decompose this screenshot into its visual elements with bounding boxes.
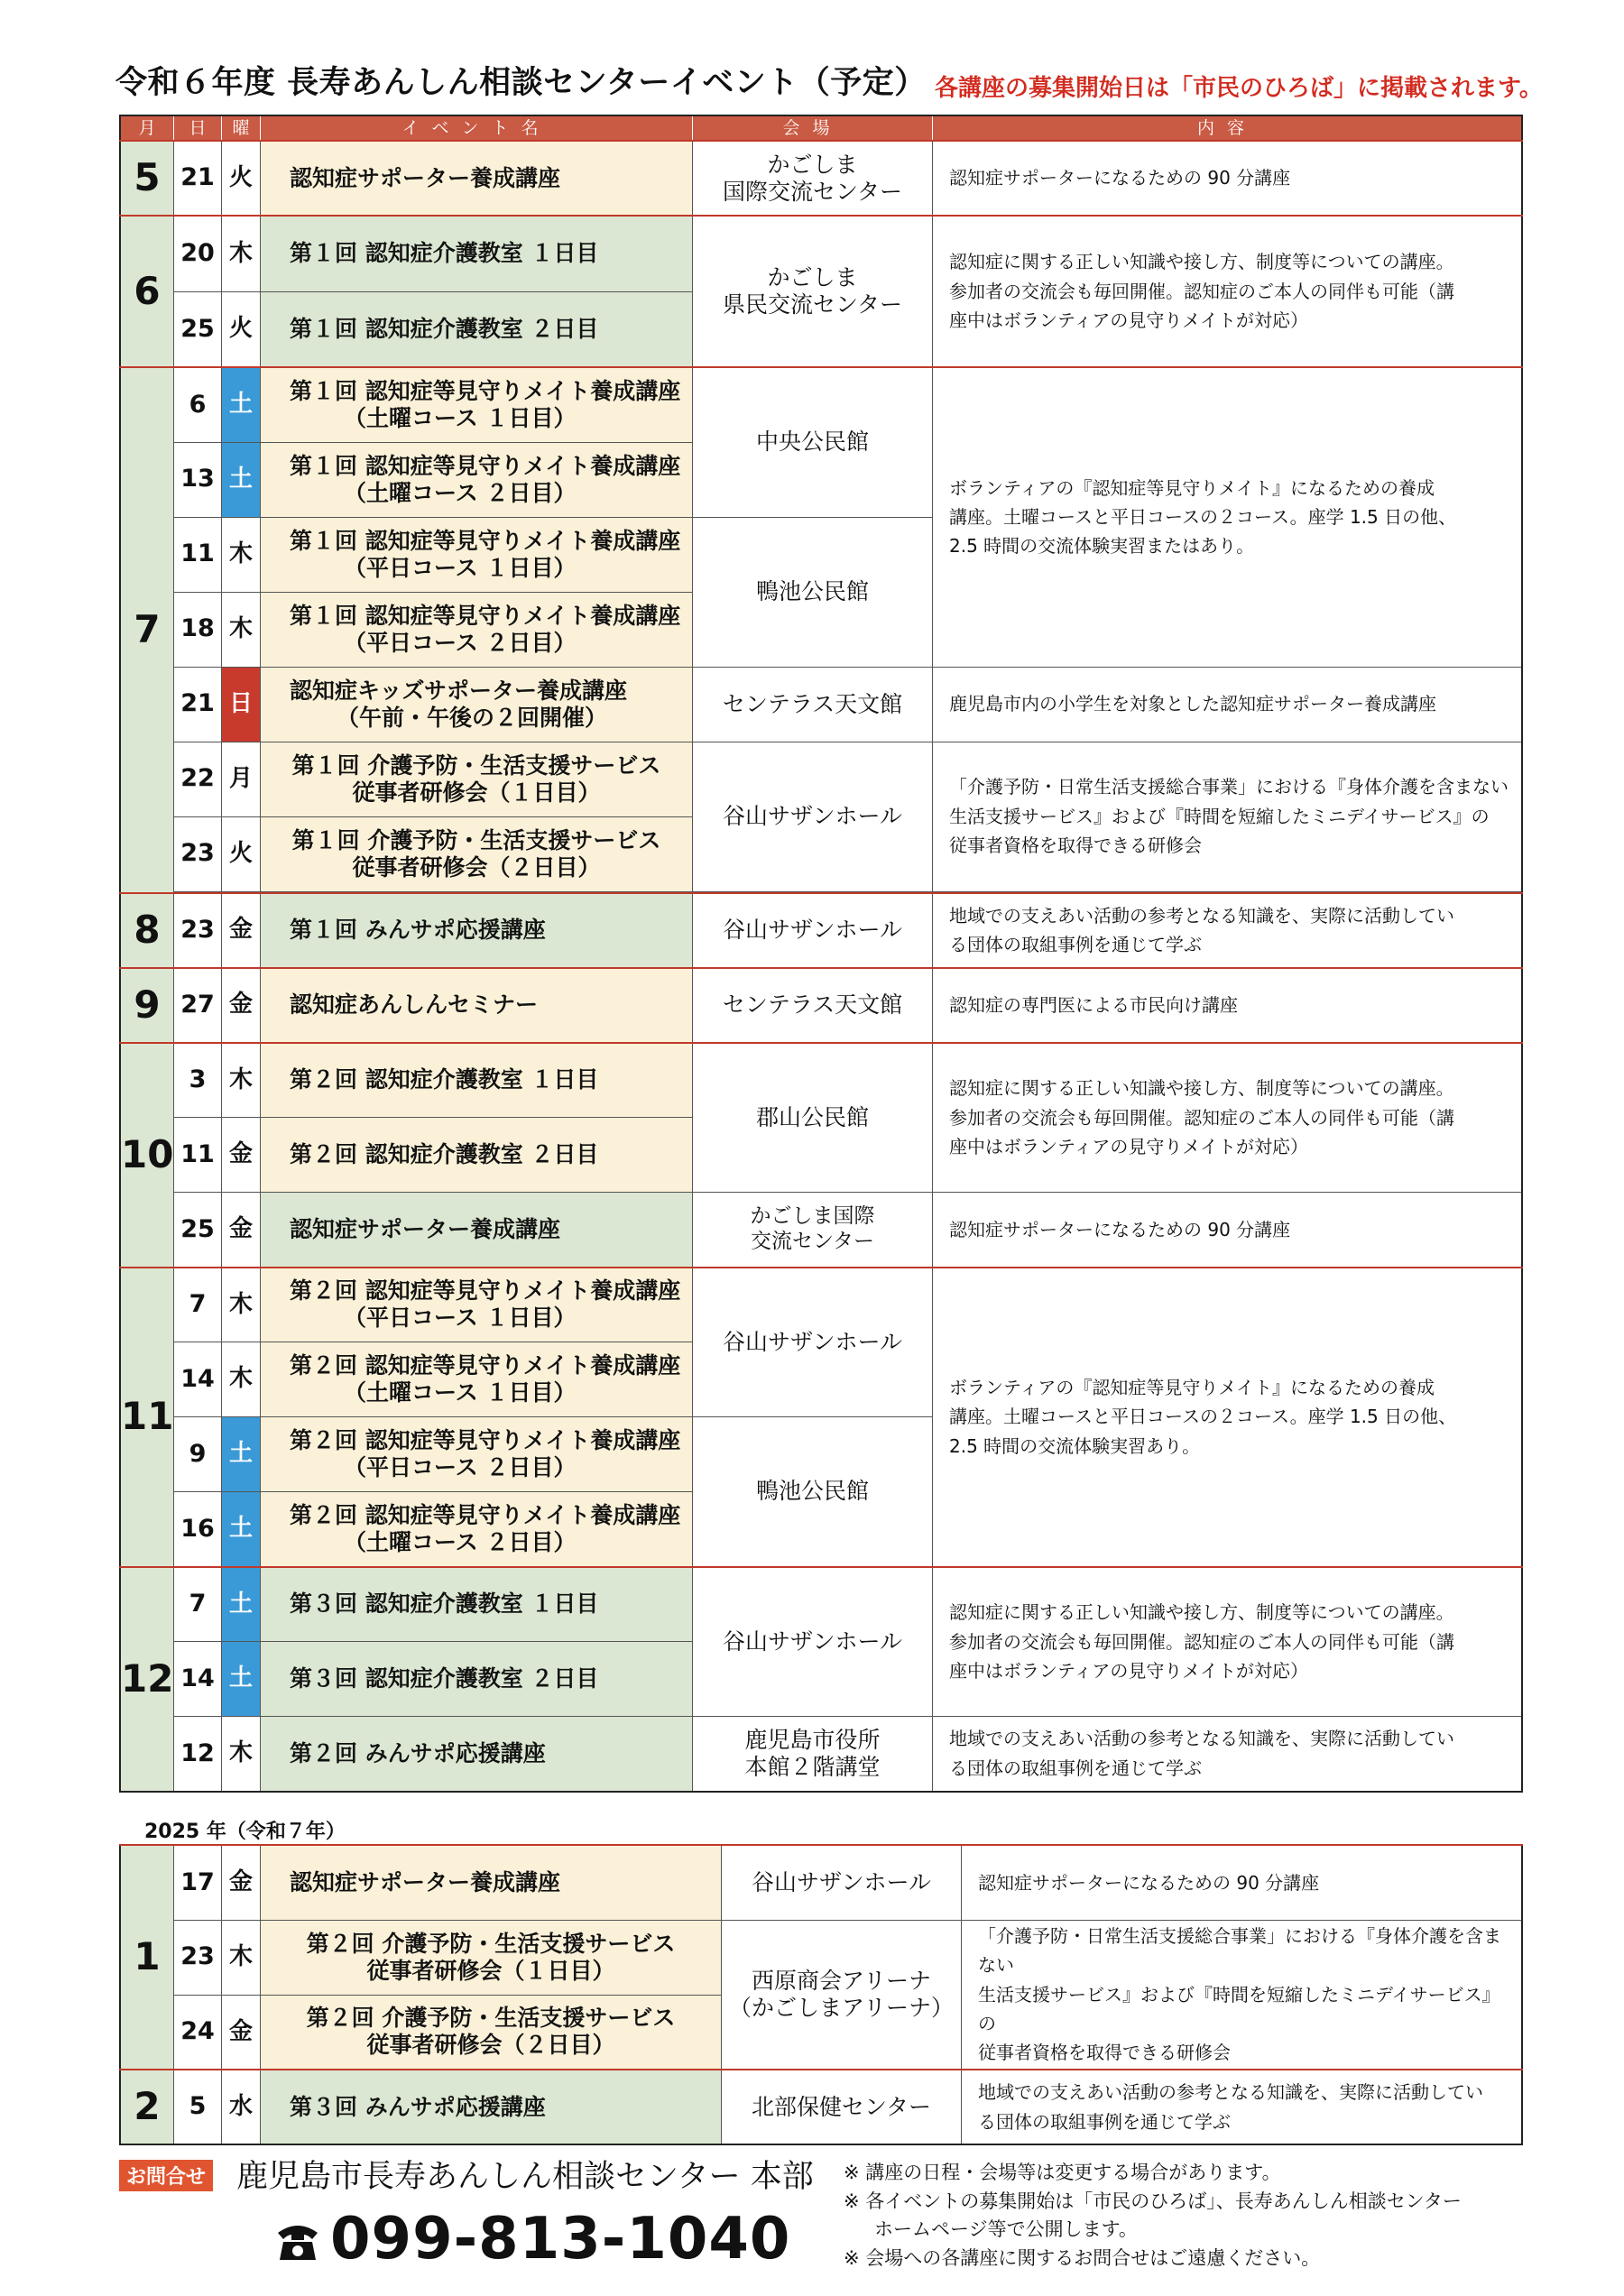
venue-cell: 谷山サザンホール (693, 1268, 933, 1417)
venue-cell: 谷山サザンホール (693, 742, 933, 891)
content-cell: ボランティアの『認知症等見守りメイト』になるための養成 講座。土曜コースと平日コースの２コース。座学 1.5 日の他、 2.5 時間の交流体験実習あり。 (933, 1268, 1523, 1567)
day-cell: 24 (174, 1995, 222, 2070)
venue-cell: 谷山サザンホール (693, 893, 933, 968)
event-name: 第２回 認知症等見守りメイト養成講座 （平日コース ２日目） (261, 1417, 693, 1492)
day-cell: 5 (174, 2070, 222, 2144)
weekday-cell: 月 (222, 742, 261, 816)
weekday-cell: 土 (222, 442, 261, 517)
col-content: 内容 (933, 115, 1523, 141)
contact-organization: 鹿児島市長寿あんしん相談センター 本部 (236, 2159, 814, 2195)
month-cell: 2 (120, 2070, 174, 2144)
weekday-cell: 木 (222, 517, 261, 592)
weekday-cell: 土 (222, 1642, 261, 1717)
table-row (120, 1845, 1522, 1920)
contact-badge: お問合せ (119, 2160, 213, 2191)
day-cell: 23 (174, 816, 222, 891)
recruitment-notice: 各講座の募集開始日は「市民のひろば」に掲載されます。 (935, 75, 1543, 102)
event-name: 第３回 みんサポ応援講座 (261, 2070, 722, 2144)
table-row (120, 216, 1522, 291)
weekday-cell: 金 (222, 968, 261, 1043)
day-cell: 7 (174, 1567, 222, 1642)
event-name: 第１回 認知症等見守りメイト養成講座 （平日コース １日目） (261, 517, 693, 592)
venue-cell: かごしま国際 交流センター (693, 1193, 933, 1268)
event-name: 第２回 認知症介護教室 ２日目 (261, 1118, 693, 1193)
venue-cell: 鹿児島市役所 本館２階講堂 (693, 1717, 933, 1792)
event-name: 第１回 認知症等見守りメイト養成講座 （平日コース ２日目） (261, 592, 693, 667)
day-cell: 22 (174, 742, 222, 816)
month-cell: 1 (120, 1845, 174, 2070)
day-cell: 23 (174, 893, 222, 968)
event-name: 認知症サポーター養成講座 (261, 1193, 693, 1268)
venue-cell: 北部保健センター (722, 2070, 962, 2144)
venue-cell: 西原商会アリーナ （かごしまアリーナ） (722, 1920, 962, 2070)
weekday-cell: 土 (222, 1417, 261, 1492)
day-cell: 6 (174, 367, 222, 442)
table-row (120, 367, 1522, 442)
content-cell: 認知症に関する正しい知識や接し方、制度等についての講座。 参加者の交流会も毎回開催。認知症のご本人の同伴も可能（講 座中はボランティアの見守りメイトが対応） (933, 216, 1523, 367)
event-name: 第２回 認知症等見守りメイト養成講座 （平日コース １日目） (261, 1268, 693, 1342)
content-cell: 認知症に関する正しい知識や接し方、制度等についての講座。 参加者の交流会も毎回開催。認知症のご本人の同伴も可能（講 座中はボランティアの見守りメイトが対応） (933, 1567, 1523, 1717)
event-name: 認知症あんしんセミナー (261, 968, 693, 1043)
venue-cell: 郡山公民館 (693, 1043, 933, 1193)
event-name: 第１回 認知症介護教室 １日目 (261, 216, 693, 291)
event-name: 第２回 介護予防・生活支援サービス 従事者研修会（２日目） (261, 1995, 722, 2070)
event-name: 第１回 認知症等見守りメイト養成講座 （土曜コース ２日目） (261, 442, 693, 517)
day-cell: 13 (174, 442, 222, 517)
day-cell: 21 (174, 667, 222, 742)
event-name: 第３回 認知症介護教室 ２日目 (261, 1642, 693, 1717)
day-cell: 17 (174, 1845, 222, 1920)
event-name: 第１回 認知症介護教室 ２日目 (261, 291, 693, 367)
table-row (120, 667, 1522, 742)
weekday-cell: 土 (222, 367, 261, 442)
content-cell: 地域での支えあい活動の参考となる知識を、実際に活動してい る団体の取組事例を通じて学ぶ (933, 893, 1523, 968)
year-label: 2025 年（令和７年） (144, 1821, 346, 1843)
content-cell: 「介護予防・日常生活支援総合事業」における『身体介護を含まない 生活支援サービス』および『時間を短縮したミニデイサービス』の 従事者資格を取得できる研修会 (962, 1920, 1523, 2070)
note-item: ※ 各イベントの募集開始は「市民のひろば」、長寿あんしん相談センター (844, 2190, 1462, 2212)
month-cell: 7 (120, 367, 174, 893)
table-row (120, 742, 1522, 816)
event-name: 第２回 介護予防・生活支援サービス 従事者研修会（１日目） (261, 1920, 722, 1995)
day-cell: 20 (174, 216, 222, 291)
weekday-cell: 金 (222, 1193, 261, 1268)
event-name: 第１回 介護予防・生活支援サービス 従事者研修会（１日目） (261, 742, 693, 816)
col-event: イベント名 (261, 115, 693, 141)
event-name: 第２回 認知症介護教室 １日目 (261, 1043, 693, 1118)
note-item: ホームページ等で公開します。 (874, 2218, 1138, 2240)
note-item: ※ 講座の日程・会場等は変更する場合があります。 (844, 2162, 1281, 2183)
venue-cell: 谷山サザンホール (722, 1845, 962, 1920)
day-cell: 11 (174, 1118, 222, 1193)
weekday-cell: 金 (222, 1845, 261, 1920)
venue-cell: 鴨池公民館 (693, 1417, 933, 1567)
col-weekday: 曜 (222, 115, 261, 141)
weekday-cell: 木 (222, 592, 261, 667)
venue-cell: かごしま 県民交流センター (693, 216, 933, 367)
weekday-cell: 火 (222, 816, 261, 891)
weekday-cell: 金 (222, 1118, 261, 1193)
month-cell: 10 (120, 1043, 174, 1268)
table-header (120, 115, 1522, 141)
day-cell: 18 (174, 592, 222, 667)
weekday-cell: 木 (222, 1268, 261, 1342)
month-cell: 11 (120, 1268, 174, 1567)
weekday-cell: 木 (222, 216, 261, 291)
content-cell: 認知症サポーターになるための 90 分講座 (962, 1845, 1523, 1920)
content-cell: 「介護予防・日常生活支援総合事業」における『身体介護を含まない 生活支援サービス』および『時間を短縮したミニデイサービス』の 従事者資格を取得できる研修会 (933, 742, 1523, 891)
month-cell: 9 (120, 968, 174, 1043)
weekday-cell: 木 (222, 1342, 261, 1417)
table-row (120, 141, 1522, 216)
day-cell: 25 (174, 291, 222, 367)
month-cell: 12 (120, 1567, 174, 1792)
day-cell: 9 (174, 1417, 222, 1492)
event-table-2025 (119, 1844, 1523, 2145)
day-cell: 16 (174, 1492, 222, 1567)
venue-cell: センテラス天文館 (693, 667, 933, 742)
table-row (120, 1268, 1522, 1342)
table-row (120, 968, 1522, 1043)
event-name: 認知症サポーター養成講座 (261, 1845, 722, 1920)
event-name: 認知症サポーター養成講座 (261, 141, 693, 216)
event-name: 第２回 認知症等見守りメイト養成講座 （土曜コース １日目） (261, 1342, 693, 1417)
page-title: 令和６年度 長寿あんしん相談センターイベント（予定） (115, 65, 927, 101)
table-row (120, 1567, 1522, 1642)
venue-cell: 谷山サザンホール (693, 1567, 933, 1717)
table-row (120, 893, 1522, 968)
col-venue: 会場 (693, 115, 933, 141)
phone-number[interactable]: 099-813-1040 (330, 2206, 791, 2273)
day-cell: 25 (174, 1193, 222, 1268)
day-cell: 14 (174, 1642, 222, 1717)
event-name: 第１回 認知症等見守りメイト養成講座 （土曜コース １日目） (261, 367, 693, 442)
content-cell: 認知症サポーターになるための 90 分講座 (933, 1193, 1523, 1268)
weekday-cell: 火 (222, 291, 261, 367)
month-cell: 6 (120, 216, 174, 367)
month-cell: 8 (120, 893, 174, 968)
col-month: 月 (120, 115, 174, 141)
weekday-cell: 土 (222, 1492, 261, 1567)
table-row (120, 1043, 1522, 1118)
weekday-cell: 木 (222, 1043, 261, 1118)
weekday-cell: 火 (222, 141, 261, 216)
venue-cell: センテラス天文館 (693, 968, 933, 1043)
event-name: 第３回 認知症介護教室 １日目 (261, 1567, 693, 1642)
event-name: 認知症キッズサポーター養成講座 （午前・午後の２回開催） (261, 667, 693, 742)
day-cell: 23 (174, 1920, 222, 1995)
venue-cell: 鴨池公民館 (693, 517, 933, 667)
weekday-cell: 日 (222, 667, 261, 742)
content-cell: 地域での支えあい活動の参考となる知識を、実際に活動してい る団体の取組事例を通じて学ぶ (962, 2070, 1523, 2144)
day-cell: 11 (174, 517, 222, 592)
event-name: 第１回 介護予防・生活支援サービス 従事者研修会（２日目） (261, 816, 693, 891)
event-name: 第１回 みんサポ応援講座 (261, 893, 693, 968)
venue-cell: かごしま 国際交流センター (693, 141, 933, 216)
day-cell: 21 (174, 141, 222, 216)
content-cell: 認知症サポーターになるための 90 分講座 (933, 141, 1523, 216)
month-cell: 5 (120, 141, 174, 216)
notes (844, 2159, 1529, 2273)
content-cell: ボランティアの『認知症等見守りメイト』になるための養成 講座。土曜コースと平日コースの２コース。座学 1.5 日の他、 2.5 時間の交流体験実習またはあり。 (933, 367, 1523, 667)
day-cell: 7 (174, 1268, 222, 1342)
day-cell: 27 (174, 968, 222, 1043)
col-day: 日 (174, 115, 222, 141)
day-cell: 14 (174, 1342, 222, 1417)
content-cell: 認知症に関する正しい知識や接し方、制度等についての講座。 参加者の交流会も毎回開催。認知症のご本人の同伴も可能（講 座中はボランティアの見守りメイトが対応） (933, 1043, 1523, 1193)
event-name: 第２回 みんサポ応援講座 (261, 1717, 693, 1792)
table-row (120, 1193, 1522, 1268)
venue-cell: 中央公民館 (693, 367, 933, 517)
content-cell: 地域での支えあい活動の参考となる知識を、実際に活動してい る団体の取組事例を通じて学ぶ (933, 1717, 1523, 1792)
event-name: 第２回 認知症等見守りメイト養成講座 （土曜コース ２日目） (261, 1492, 693, 1567)
weekday-cell: 金 (222, 1995, 261, 2070)
table-row (120, 1717, 1522, 1792)
weekday-cell: 木 (222, 1717, 261, 1792)
content-cell: 認知症の専門医による市民向け講座 (933, 968, 1523, 1043)
event-table-2024 (119, 115, 1523, 1793)
content-cell: 鹿児島市内の小学生を対象とした認知症サポーター養成講座 (933, 667, 1523, 742)
weekday-cell: 土 (222, 1567, 261, 1642)
phone-icon (272, 2215, 323, 2265)
table-row (120, 1920, 1522, 1995)
day-cell: 3 (174, 1043, 222, 1118)
weekday-cell: 水 (222, 2070, 261, 2144)
weekday-cell: 金 (222, 893, 261, 968)
weekday-cell: 木 (222, 1920, 261, 1995)
table-row (120, 2070, 1522, 2144)
day-cell: 12 (174, 1717, 222, 1792)
note-item: ※ 会場への各講座に関するお問合せはご遠慮ください。 (844, 2246, 1321, 2269)
